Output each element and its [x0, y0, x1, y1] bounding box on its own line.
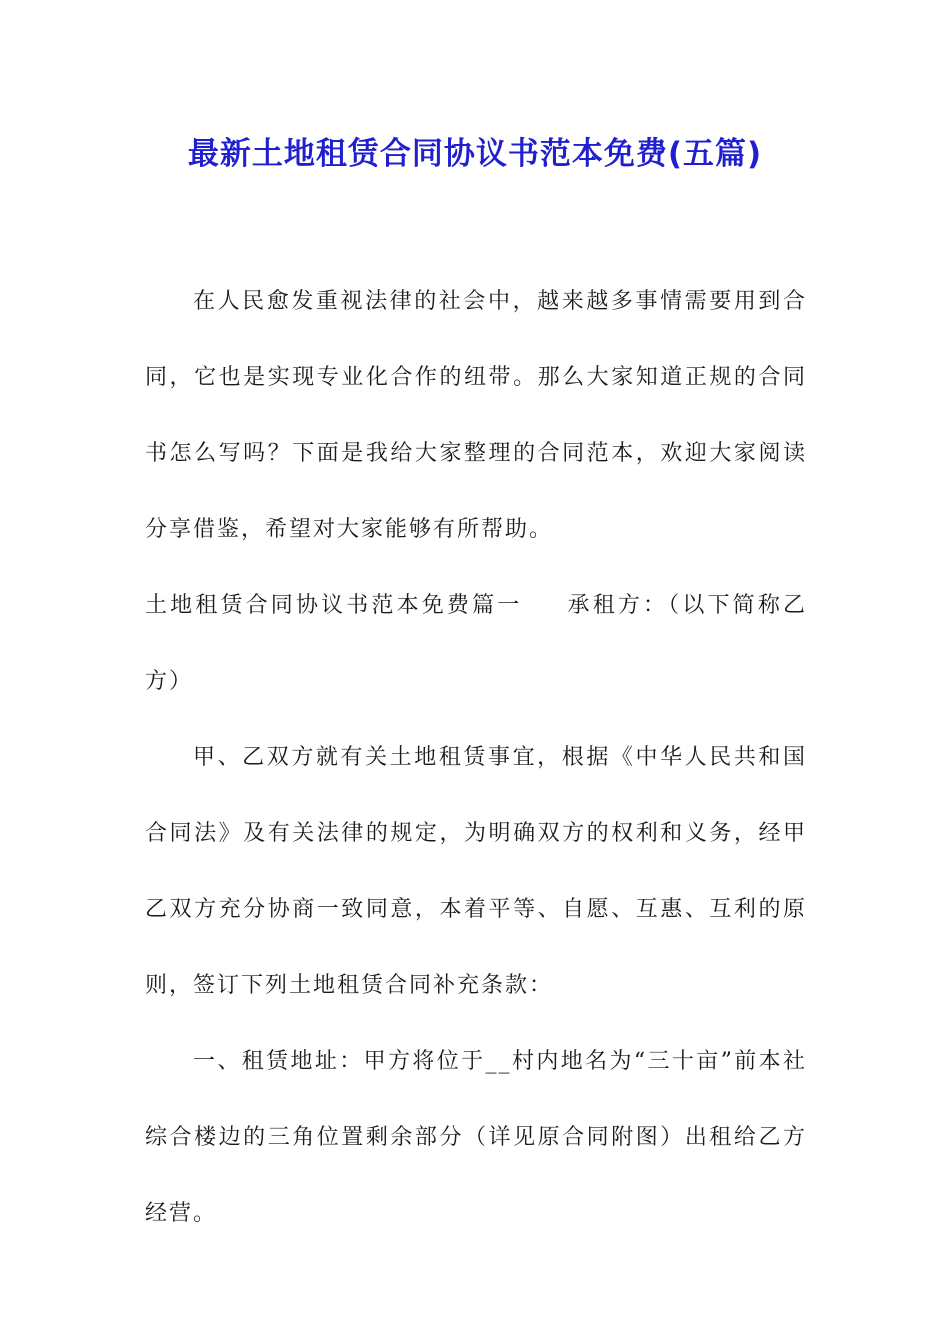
- document-body: [145, 264, 807, 1252]
- section-heading-paragraph: [145, 568, 807, 720]
- clause-one-paragraph: 一、租赁地址：甲方将位于__村内地名为“三十亩”前本社综合楼边的三角位置剩余部分（详见原合同附图）出租给乙方经营。: [145, 1049, 807, 1226]
- intro-paragraph: 在人民愈发重视法律的社会中，越来越多事情需要用到合同，它也是实现专业化合作的纽带。那么大家知道正规的合同书怎么写吗？下面是我给大家整理的合同范本，欢迎大家阅读分享借鉴，希望对大家能够有所帮助。: [145, 289, 807, 542]
- document-title: 最新土地租赁合同协议书范本免费(五篇): [187, 136, 763, 172]
- lessee-line: 承租方：（以下简称乙方）: [145, 593, 807, 694]
- section-heading: 土地租赁合同协议书范本免费篇一: [145, 593, 523, 618]
- agreement-paragraph: 甲、乙双方就有关土地租赁事宜，根据《中华人民共和国合同法》及有关法律的规定，为明确双方的权利和义务，经甲乙双方充分协商一致同意，本着平等、自愿、互惠、互利的原则，签订下列土地租赁合同补充条款：: [145, 745, 807, 998]
